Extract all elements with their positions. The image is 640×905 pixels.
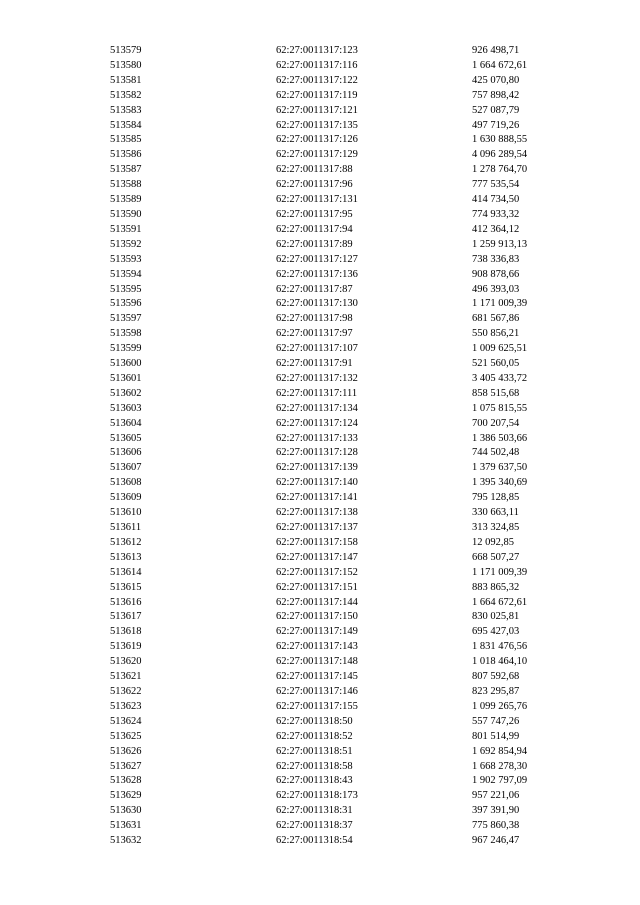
cadastral-value: 858 515,68: [472, 387, 520, 399]
record-number: 513579: [110, 45, 142, 56]
table-row: [110, 178, 570, 193]
cadastral-number: 62:27:0011318:50: [276, 715, 353, 727]
record-number: 513624: [110, 715, 142, 727]
cadastral-number: 62:27:0011317:121: [276, 104, 358, 116]
cadastral-number: 62:27:0011317:143: [276, 641, 358, 653]
cadastral-value: 738 336,83: [472, 253, 520, 265]
cadastral-number: 62:27:0011317:137: [276, 522, 358, 533]
cadastral-value: 1 664 672,61: [472, 596, 528, 608]
cadastral-value: 1 630 888,55: [472, 134, 528, 146]
table-row: [110, 133, 570, 148]
cadastral-value: 1 379 637,50: [472, 462, 528, 474]
table-row: [110, 387, 570, 402]
cadastral-value: 967 246,47: [472, 835, 520, 847]
table-row: [110, 163, 570, 178]
cadastral-value: 1 395 340,69: [472, 477, 528, 489]
record-number: 513606: [110, 447, 142, 459]
cadastral-number: 62:27:0011317:95: [276, 208, 353, 220]
cadastral-number: 62:27:0011317:132: [276, 372, 358, 384]
cadastral-value: 1 075 815,55: [472, 402, 528, 414]
record-number: 513591: [110, 223, 142, 235]
table-row: [110, 506, 570, 521]
record-number: 513632: [110, 835, 142, 847]
record-number: 513580: [110, 59, 142, 71]
cadastral-number: 62:27:0011317:129: [276, 149, 358, 161]
cadastral-number: 62:27:0011318:54: [276, 835, 353, 847]
table-row: [110, 59, 570, 74]
cadastral-number: 62:27:0011318:52: [276, 730, 353, 742]
record-number: 513607: [110, 462, 142, 474]
cadastral-value: 12 092,85: [472, 536, 514, 548]
record-number: 513583: [110, 104, 142, 116]
table-row: [110, 238, 570, 253]
record-number: 513582: [110, 89, 142, 101]
cadastral-value: 883 865,32: [472, 581, 520, 593]
cadastral-value: 795 128,85: [472, 492, 520, 504]
cadastral-number: 62:27:0011317:147: [276, 551, 358, 563]
record-number: 513584: [110, 119, 142, 131]
table-row: [110, 268, 570, 283]
cadastral-value: 1 009 625,51: [472, 343, 528, 355]
record-number: 513598: [110, 328, 142, 340]
table-row: [110, 774, 570, 789]
cadastral-value: 1 278 764,70: [472, 164, 528, 176]
table-row: [110, 804, 570, 819]
record-number: 513599: [110, 343, 142, 355]
table-row: [110, 402, 570, 417]
table-row: [110, 208, 570, 223]
cadastral-number: 62:27:0011317:151: [276, 581, 358, 593]
table-row: [110, 700, 570, 715]
data-table: [110, 44, 570, 849]
cadastral-value: 497 719,26: [472, 119, 520, 131]
record-number: 513602: [110, 387, 142, 399]
table-row: [110, 327, 570, 342]
cadastral-value: 412 364,12: [472, 223, 520, 235]
record-number: 513612: [110, 536, 142, 548]
cadastral-number: 62:27:0011317:152: [276, 566, 358, 578]
cadastral-value: 757 898,42: [472, 89, 520, 101]
cadastral-number: 62:27:0011317:122: [276, 74, 358, 86]
cadastral-number: 62:27:0011317:128: [276, 447, 358, 459]
table-row: [110, 461, 570, 476]
cadastral-number: 62:27:0011317:141: [276, 492, 358, 504]
cadastral-number: 62:27:0011317:140: [276, 477, 358, 489]
cadastral-value: 425 070,80: [472, 74, 520, 86]
cadastral-number: 62:27:0011317:134: [276, 402, 358, 414]
cadastral-value: 527 087,79: [472, 104, 520, 116]
cadastral-value: 1 692 854,94: [472, 745, 528, 757]
table-row: [110, 819, 570, 834]
cadastral-number: 62:27:0011317:150: [276, 611, 358, 623]
table-row: [110, 730, 570, 745]
record-number: 513603: [110, 402, 142, 414]
table-row: [110, 760, 570, 775]
cadastral-number: 62:27:0011317:148: [276, 656, 358, 668]
table-row: [110, 104, 570, 119]
cadastral-value: 1 171 009,39: [472, 298, 528, 310]
table-row: [110, 640, 570, 655]
record-number: 513618: [110, 626, 142, 638]
cadastral-number: 62:27:0011317:98: [276, 313, 353, 325]
cadastral-value: 668 507,27: [472, 551, 520, 563]
cadastral-value: 1 668 278,30: [472, 760, 528, 772]
cadastral-value: 695 427,03: [472, 626, 520, 638]
table-row: [110, 253, 570, 268]
record-number: 513592: [110, 238, 142, 250]
record-number: 513608: [110, 477, 142, 489]
cadastral-number: 62:27:0011317:111: [276, 387, 358, 399]
record-number: 513625: [110, 730, 142, 742]
cadastral-number: 62:27:0011317:94: [276, 223, 353, 235]
cadastral-value: 313 324,85: [472, 522, 520, 533]
record-number: 513619: [110, 641, 142, 653]
cadastral-value: 330 663,11: [472, 507, 519, 519]
record-number: 513611: [110, 522, 142, 533]
cadastral-number: 62:27:0011317:131: [276, 194, 358, 206]
cadastral-number: 62:27:0011318:31: [276, 805, 353, 817]
cadastral-value: 1 831 476,56: [472, 641, 528, 653]
cadastral-value: 1 099 265,76: [472, 700, 528, 712]
table-row: [110, 312, 570, 327]
record-number: 513593: [110, 253, 142, 265]
record-number: 513615: [110, 581, 142, 593]
cadastral-value: 774 933,32: [472, 208, 520, 220]
record-number: 513585: [110, 134, 142, 146]
cadastral-value: 823 295,87: [472, 685, 520, 697]
cadastral-number: 62:27:0011317:158: [276, 536, 358, 548]
record-number: 513620: [110, 656, 142, 668]
table-row: [110, 297, 570, 312]
cadastral-number: 62:27:0011317:127: [276, 253, 358, 265]
record-number: 513590: [110, 208, 142, 220]
record-number: 513595: [110, 283, 142, 295]
cadastral-value: 4 096 289,54: [472, 149, 528, 161]
table-row: [110, 745, 570, 760]
cadastral-number: 62:27:0011317:146: [276, 685, 358, 697]
cadastral-value: 807 592,68: [472, 671, 520, 683]
record-number: 513587: [110, 164, 142, 176]
cadastral-number: 62:27:0011317:89: [276, 238, 353, 250]
record-number: 513600: [110, 358, 142, 370]
record-number: 513594: [110, 268, 142, 280]
table-row: [110, 566, 570, 581]
record-number: 513626: [110, 745, 142, 757]
cadastral-value: 908 878,66: [472, 268, 520, 280]
table-row: [110, 432, 570, 447]
table-row: [110, 551, 570, 566]
table-row: [110, 536, 570, 551]
table-row: [110, 417, 570, 432]
cadastral-number: 62:27:0011318:43: [276, 775, 353, 787]
record-number: 513628: [110, 775, 142, 787]
table-row: [110, 148, 570, 163]
cadastral-value: 830 025,81: [472, 611, 520, 623]
cadastral-value: 1 386 503,66: [472, 432, 528, 444]
table-row: [110, 44, 570, 59]
cadastral-number: 62:27:0011317:88: [276, 164, 353, 176]
cadastral-number: 62:27:0011318:51: [276, 745, 353, 757]
table-row: [110, 521, 570, 536]
cadastral-number: 62:27:0011317:124: [276, 417, 358, 429]
cadastral-number: 62:27:0011317:135: [276, 119, 358, 131]
table-row: [110, 685, 570, 700]
table-row: [110, 193, 570, 208]
table-row: [110, 670, 570, 685]
cadastral-value: 1 171 009,39: [472, 566, 528, 578]
cadastral-value: 521 560,05: [472, 358, 520, 370]
table-row: [110, 357, 570, 372]
cadastral-number: 62:27:0011317:123: [276, 45, 358, 56]
record-number: 513610: [110, 507, 142, 519]
cadastral-value: 1 902 797,09: [472, 775, 528, 787]
cadastral-value: 550 856,21: [472, 328, 520, 340]
record-number: 513616: [110, 596, 142, 608]
record-number: 513613: [110, 551, 142, 563]
cadastral-value: 744 502,48: [472, 447, 520, 459]
cadastral-number: 62:27:0011317:136: [276, 268, 358, 280]
cadastral-number: 62:27:0011317:133: [276, 432, 358, 444]
cadastral-number: 62:27:0011317:155: [276, 700, 358, 712]
cadastral-number: 62:27:0011318:173: [276, 790, 358, 802]
table-row: [110, 715, 570, 730]
cadastral-number: 62:27:0011317:116: [276, 59, 358, 71]
cadastral-number: 62:27:0011318:37: [276, 820, 353, 832]
table-row: [110, 581, 570, 596]
cadastral-number: 62:27:0011317:97: [276, 328, 353, 340]
record-number: 513596: [110, 298, 142, 310]
cadastral-number: 62:27:0011317:130: [276, 298, 358, 310]
table-row: [110, 789, 570, 804]
table-row: [110, 625, 570, 640]
cadastral-value: 1 259 913,13: [472, 238, 528, 250]
record-number: 513623: [110, 700, 142, 712]
record-number: 513629: [110, 790, 142, 802]
table-row: [110, 89, 570, 104]
record-number: 513604: [110, 417, 142, 429]
table-row: [110, 342, 570, 357]
record-number: 513588: [110, 179, 142, 191]
table-row: [110, 610, 570, 625]
table-row: [110, 74, 570, 89]
cadastral-value: 496 393,03: [472, 283, 520, 295]
cadastral-number: 62:27:0011317:87: [276, 283, 353, 295]
cadastral-value: 801 514,99: [472, 730, 520, 742]
record-number: 513605: [110, 432, 142, 444]
cadastral-value: 1 664 672,61: [472, 59, 528, 71]
record-number: 513586: [110, 149, 142, 161]
cadastral-number: 62:27:0011317:139: [276, 462, 358, 474]
cadastral-value: 557 747,26: [472, 715, 520, 727]
record-number: 513631: [110, 820, 142, 832]
cadastral-number: 62:27:0011317:96: [276, 179, 353, 191]
table-row: [110, 655, 570, 670]
cadastral-number: 62:27:0011317:145: [276, 671, 358, 683]
record-number: 513601: [110, 372, 142, 384]
record-number: 513609: [110, 492, 142, 504]
cadastral-number: 62:27:0011317:119: [276, 89, 358, 101]
table-row: [110, 223, 570, 238]
cadastral-value: 681 567,86: [472, 313, 520, 325]
record-number: 513589: [110, 194, 142, 206]
table-row: [110, 476, 570, 491]
record-number: 513627: [110, 760, 142, 772]
cadastral-number: 62:27:0011317:107: [276, 343, 358, 355]
cadastral-value: 397 391,90: [472, 805, 520, 817]
cadastral-number: 62:27:0011317:144: [276, 596, 358, 608]
cadastral-number: 62:27:0011317:91: [276, 358, 353, 370]
table-row: [110, 834, 570, 849]
cadastral-value: 414 734,50: [472, 194, 520, 206]
record-number: 513597: [110, 313, 142, 325]
record-number: 513630: [110, 805, 142, 817]
cadastral-number: 62:27:0011317:126: [276, 134, 358, 146]
cadastral-value: 775 860,38: [472, 820, 520, 832]
cadastral-number: 62:27:0011317:138: [276, 507, 358, 519]
record-number: 513614: [110, 566, 142, 578]
record-number: 513581: [110, 74, 142, 86]
cadastral-value: 1 018 464,10: [472, 656, 528, 668]
cadastral-value: 777 535,54: [472, 179, 520, 191]
cadastral-value: 3 405 433,72: [472, 372, 528, 384]
record-number: 513617: [110, 611, 142, 623]
table-row: [110, 372, 570, 387]
table-row: [110, 596, 570, 611]
cadastral-number: 62:27:0011317:149: [276, 626, 358, 638]
table-row: [110, 491, 570, 506]
cadastral-value: 957 221,06: [472, 790, 520, 802]
cadastral-number: 62:27:0011318:58: [276, 760, 353, 772]
cadastral-value: 926 498,71: [472, 45, 520, 56]
table-row: [110, 119, 570, 134]
record-number: 513621: [110, 671, 142, 683]
table-row: [110, 446, 570, 461]
table-row: [110, 283, 570, 298]
cadastral-value: 700 207,54: [472, 417, 520, 429]
record-number: 513622: [110, 685, 142, 697]
